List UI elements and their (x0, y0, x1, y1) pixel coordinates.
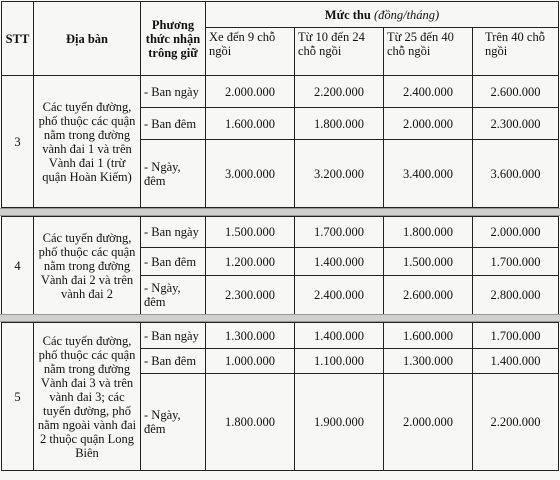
price-cell: 1.100.000 (295, 349, 384, 374)
row-area: Các tuyến đường, phố thuộc các quận nằm trong đường Vành đai 2 và trên vành đai 2 (34, 217, 141, 315)
price-cell: 1.300.000 (384, 349, 473, 374)
header-col-2: Từ 10 đến 24 chỗ ngồi (295, 28, 384, 76)
price-cell: 2.000.000 (473, 217, 559, 248)
header-phuong-thuc: Phương thức nhận trông giữ (141, 2, 206, 76)
price-cell: 3.400.000 (384, 140, 473, 208)
price-cell: 1.700.000 (473, 248, 559, 276)
table-row (2, 217, 559, 248)
fee-table-part-2 (1, 216, 559, 315)
row-method: - Ban ngày (141, 217, 206, 248)
header-muc-thu-unit: (đồng/tháng) (373, 7, 440, 22)
price-cell: 1.800.000 (206, 374, 295, 471)
price-cell: 1.200.000 (206, 248, 295, 276)
price-cell: 2.400.000 (295, 276, 384, 315)
header-col-4: Trên 40 chỗ ngồi (473, 28, 559, 76)
row-stt: 5 (2, 323, 34, 471)
price-cell: 2.200.000 (473, 374, 559, 471)
price-cell: 2.800.000 (473, 276, 559, 315)
header-dia-ban: Địa bàn (34, 2, 141, 76)
row-method: - Ban đêm (141, 108, 206, 140)
price-cell: 1.700.000 (473, 323, 559, 349)
header-col-1: Xe đến 9 chỗ ngồi (206, 28, 295, 76)
row-method: - Ngày, đêm (141, 276, 206, 315)
row-stt: 3 (2, 76, 34, 208)
price-cell: 1.500.000 (206, 217, 295, 248)
header-muc-thu (206, 2, 559, 28)
page-break-divider (0, 314, 560, 322)
price-cell: 1.300.000 (206, 323, 295, 349)
row-method: - Ban ngày (141, 76, 206, 108)
price-cell: 1.400.000 (295, 248, 384, 276)
price-cell: 1.800.000 (295, 108, 384, 140)
page-break-divider (0, 208, 560, 216)
price-cell: 1.800.000 (384, 217, 473, 248)
price-cell: 1.000.000 (206, 349, 295, 374)
row-method: - Ban ngày (141, 323, 206, 349)
row-method: - Ngày, đêm (141, 140, 206, 208)
price-cell: 2.400.000 (384, 76, 473, 108)
row-method: - Ban đêm (141, 349, 206, 374)
price-cell: 1.700.000 (295, 217, 384, 248)
price-cell: 2.000.000 (384, 108, 473, 140)
table-row (2, 76, 559, 108)
price-cell: 3.600.000 (473, 140, 559, 208)
header-muc-thu-label: Mức thu (324, 7, 371, 22)
price-cell: 2.300.000 (206, 276, 295, 315)
price-cell: 2.000.000 (384, 374, 473, 471)
price-cell: 2.600.000 (473, 76, 559, 108)
price-cell: 2.000.000 (206, 76, 295, 108)
table-row (2, 323, 559, 349)
price-cell: 1.600.000 (384, 323, 473, 349)
price-cell: 1.400.000 (295, 323, 384, 349)
price-cell: 1.400.000 (473, 349, 559, 374)
price-cell: 1.900.000 (295, 374, 384, 471)
row-stt: 4 (2, 217, 34, 315)
price-cell: 3.200.000 (295, 140, 384, 208)
fee-table-part-3 (1, 322, 559, 471)
price-cell: 2.600.000 (384, 276, 473, 315)
row-method: - Ban đêm (141, 248, 206, 276)
price-cell: 1.600.000 (206, 108, 295, 140)
row-area: Các tuyến đường, phố thuộc các quận nằm trong đường vành đai 1 và trên Vành đai 1 (trừ quận Hoàn Kiếm) (34, 76, 141, 208)
row-area: Các tuyến đường, phố thuộc các quận nằm trong đường Vành đai 3 và trên vành đai 3; các tuyến đường, phố nằm ngoài vành đai 2 thuộc quận Long Biên (34, 323, 141, 471)
price-cell: 3.000.000 (206, 140, 295, 208)
price-cell: 2.200.000 (295, 76, 384, 108)
header-col-3: Từ 25 đến 40 chỗ ngồi (384, 28, 473, 76)
fee-table-part-1 (1, 1, 559, 208)
price-cell: 1.500.000 (384, 248, 473, 276)
row-method: - Ngày, đêm (141, 374, 206, 471)
header-stt: STT (2, 2, 34, 76)
price-cell: 2.300.000 (473, 108, 559, 140)
